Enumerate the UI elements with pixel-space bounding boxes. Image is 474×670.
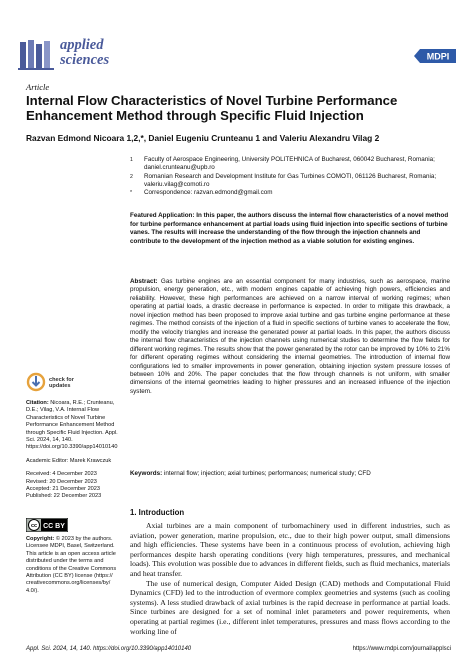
check-updates-icon	[26, 372, 46, 392]
copyright	[26, 536, 122, 595]
copyright-text: © 2023 by the authors. Licensee MDPI, Basel, Switzerland. This article is an open access article distributed under the terms and conditions of the Creative Commons Attribution (CC BY) license (https:// creativecommons.org/licenses/by/ 4.0/).	[26, 536, 117, 594]
citation-text: Nicoara, R.E.; Crunteanu, D.E.; Vilag, V.A. Internal Flow Characteristics of Novel Turbine Performance Enhancement Method through Specific Fluid Injection. Appl. Sci. 2024, 14, 140. https://doi.org/10.3390/app14010140	[26, 400, 118, 451]
affiliation-text: Romanian Research and Development Institute for Gas Turbines COMOTI, 061126 Bucharest, Romania; valeriu.vilag@comoti.ro	[144, 172, 437, 188]
keywords-text: internal flow; injection; axial turbines; performances; numerical study; CFD	[163, 470, 371, 477]
cc-badge-text: CC BY	[43, 523, 65, 530]
check-updates-label: check for updates	[49, 377, 74, 390]
academic-editor: Academic Editor: Marek Krawczuk	[26, 457, 112, 464]
citation	[26, 400, 122, 452]
svg-text:cc: cc	[30, 523, 38, 530]
paragraph: The use of numerical design, Computer Aided Design (CAD) methods and Computational Fluid Dynamics (CFD) led to the introduction of evermore complex geometries and systems (such as cooling systems). A less studied drawback of axial turbines is the rapid decrease in performance at partial loads. Since turbines are designed for a set of nominal inlet parameters and power requirements, when operating at partial regimes (i.e., different inlet temperatures, pressures and mass flows according to the working line of	[130, 578, 450, 636]
affiliation-2	[130, 173, 450, 190]
check-for-updates-badge[interactable]	[26, 372, 116, 394]
section-heading: 1. Introduction	[130, 508, 185, 517]
journal-name-line2: sciences	[60, 52, 110, 68]
sidebar-citation-block	[26, 400, 122, 507]
keywords-label: Keywords:	[130, 470, 163, 477]
citation-label: Citation:	[26, 400, 49, 406]
received-date: Received: 4 December 2023	[26, 471, 97, 478]
abstract	[130, 278, 450, 396]
journal-logo-icon	[18, 38, 58, 72]
abstract-label: Abstract:	[130, 278, 158, 285]
article-title: Internal Flow Characteristics of Novel Turbine Performance Enhancement Method through Specific Fluid Injection	[26, 93, 398, 123]
affiliation-1	[130, 156, 450, 173]
abstract-text: Gas turbine engines are an essential component for many industries, such as aerospace, marine propulsion, energy generation, etc., with modern engines capable of achieving high powers, efficiencies and reliability. However, these high performances are achieved on a narrow interval of working regimes; when operating at partial loads, a drastic decrease in performance is expected. In order to mitigate this drawback, a novel injection method has been proposed to improve axial turbine and gas turbine engine performance at these regimes. The method consists of the injection of a fluid in specific sections of turbine vanes to accelerate the flow, modify the velocity triangles and increase the generated power at partial loads. In this paper, the authors discuss the internal flow characteristics of the injection channels using numerical studies to determine the flow fields for different working regimes. The results show that the power generated by the rotor can be improved by 10% to 21% for different operating regimes without considering the internal geometries. The introduction of internal flow configurations led to smaller improvements in power generation, obtaining injection system pressure losses of between 10% and 20%. The paper concludes that the flow through channels is not uniform, with smaller dimensions of the internal geometries leading to higher pressures and an increased influence of the injection system.	[130, 278, 451, 395]
mdpi-logo-icon[interactable]	[412, 48, 458, 64]
affiliation-number: 1	[130, 157, 133, 163]
keywords	[130, 470, 450, 477]
cc-by-license-icon[interactable]	[26, 518, 68, 532]
accepted-date: Accepted: 21 December 2023	[26, 486, 101, 493]
correspondence	[130, 189, 450, 197]
affiliation-text: Faculty of Aerospace Engineering, University POLITEHNICA of Bucharest, 060042 Bucharest, Romania; daniel.crunteanu@upb.ro	[144, 156, 435, 172]
affiliation-number: 2	[130, 173, 133, 180]
published-date: Published: 22 December 2023	[26, 493, 102, 500]
paragraph: Axial turbines are a main component of turbomachinery used in different industries, such as aviation, power generation, marine propulsion, etc., due to their high power output, small dimensions and high efficiencies. These systems have been in a continuous process of evolution, achieving high performances despite harsh operating conditions (very high temperatures, pressures, and mechanical loads). This evolution was possible due to advances in different fields, such as fluid mechanics, materials and heat transfer.	[130, 521, 450, 578]
affiliation-number: *	[130, 190, 133, 197]
affiliations	[130, 156, 450, 197]
footer-journal-link[interactable]: https://www.mdpi.com/journal/applsci	[352, 646, 451, 652]
revised-date: Revised: 20 December 2023	[26, 478, 97, 485]
featured-application: Featured Application: In this paper, the authors discuss the internal flow characteristics of a novel method for turbine performance enhancement at partial loads using fluid injection into specific sections of turbine vanes. The results will increase the understanding of the flow through the injection channels and contribute to the development of the injection method as a viable solution for existing engines.	[130, 212, 449, 245]
introduction-body	[130, 521, 450, 636]
copyright-label: Copyright:	[26, 536, 55, 542]
author-list: Razvan Edmond Nicoara 1,2,*, Daniel Eugeniu Crunteanu 1 and Valeriu Alexandru Vilag 2	[26, 133, 380, 143]
footer-citation[interactable]: Appl. Sci. 2024, 14, 140. https://doi.org/10.3390/app14010140	[26, 646, 192, 652]
journal-name-line1: applied	[60, 37, 104, 53]
journal-name	[60, 38, 109, 68]
article-type: Article	[26, 82, 50, 92]
mdpi-logo-text: MDPI	[426, 51, 450, 62]
correspondence-text: Correspondence: razvan.edmond@gmail.com	[144, 189, 273, 197]
